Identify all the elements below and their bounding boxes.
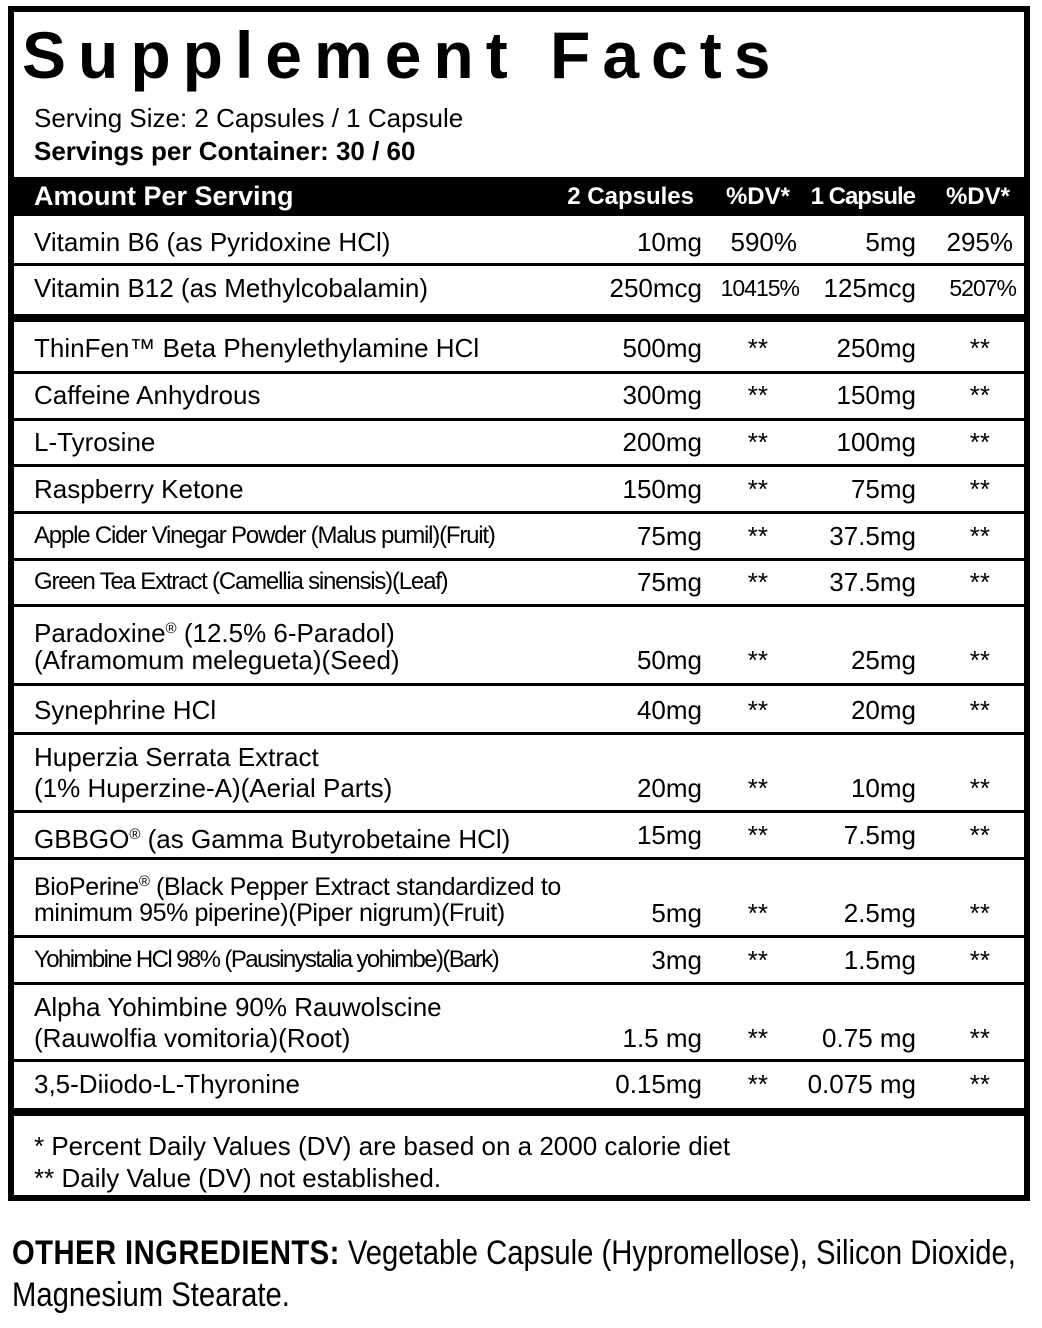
other-ingredients-label: OTHER INGREDIENTS: [12, 1234, 340, 1272]
dv-1-capsule: ** [969, 898, 990, 928]
header-dv-2-capsules: %DV* [725, 183, 790, 210]
table-row-vitamin-b12 [14, 273, 1030, 309]
dv-1-capsule: ** [969, 380, 990, 410]
amount-2-capsules: 200mg [622, 427, 702, 457]
amount-2-capsules: 250mcg [609, 273, 702, 303]
section-divider [14, 1108, 1030, 1116]
row-divider [14, 418, 1030, 421]
amount-1-capsule: 125mcg [823, 273, 916, 303]
amount-2-capsules: 3mg [651, 945, 702, 975]
dv-1-capsule: 295% [946, 227, 1013, 257]
ingredient-name: Vitamin B12 (as Methylcobalamin) [34, 273, 429, 303]
amount-1-capsule: 7.5mg [843, 820, 916, 850]
column-header-bar [14, 177, 1030, 216]
ingredient-name: Synephrine HCl [34, 695, 217, 725]
row-divider [14, 1059, 1030, 1062]
amount-1-capsule: 0.75 mg [822, 1023, 916, 1053]
table-row [14, 742, 1030, 808]
row-divider [14, 935, 1030, 938]
dv-2-capsules: 590% [730, 227, 797, 257]
dv-1-capsule: 5207% [949, 275, 1016, 301]
ingredient-name: Green Tea Extract (Camellia sinensis)(Leaf) [34, 568, 448, 595]
amount-1-capsule: 5mg [865, 227, 916, 257]
section-divider [14, 314, 1030, 322]
dv-2-capsules: ** [747, 427, 768, 457]
amount-2-capsules: 5mg [651, 898, 702, 928]
row-divider [14, 263, 1030, 266]
ingredient-name: Apple Cider Vinegar Powder (Malus pumil)(Fruit) [34, 522, 495, 549]
amount-2-capsules: 40mg [636, 695, 702, 725]
table-row [14, 867, 1030, 933]
other-ingredients [12, 1232, 1035, 1316]
row-divider [14, 683, 1030, 686]
amount-1-capsule: 75mg [850, 474, 916, 504]
amount-1-capsule: 150mg [836, 380, 916, 410]
amount-2-capsules: 150mg [622, 474, 702, 504]
amount-1-capsule: 37.5mg [829, 567, 916, 597]
registered-mark: ® [165, 620, 177, 637]
amount-2-capsules: 1.5 mg [622, 1023, 702, 1053]
amount-1-capsule: 1.5mg [843, 945, 916, 975]
ingredient-name-line2: (1% Huperzine-A)(Aerial Parts) [34, 773, 393, 803]
dv-1-capsule: ** [969, 945, 990, 975]
dv-2-capsules: ** [747, 1023, 768, 1053]
dv-1-capsule: ** [969, 521, 990, 551]
row-divider [14, 857, 1030, 860]
dv-2-capsules: ** [747, 645, 768, 675]
dv-1-capsule: ** [969, 820, 990, 850]
ingredient-name: Caffeine Anhydrous [34, 380, 261, 410]
servings-per-container: Servings per Container: 30 / 60 [34, 136, 416, 166]
amount-1-capsule: 20mg [850, 695, 916, 725]
other-ingredients-text: Vegetable Capsule (Hypromellose), Silicon Dioxide, Magnesium Stearate. [12, 1234, 1016, 1314]
table-row [14, 333, 1030, 369]
table-row [14, 695, 1030, 731]
ingredient-name-line2: (Aframomum melegueta)(Seed) [34, 645, 400, 675]
table-row-vitamin-b6 [14, 227, 1030, 263]
footnotes [34, 1130, 730, 1194]
ingredient-name-line1: Huperzia Serrata Extract [34, 742, 319, 772]
header-2-capsules: 2 Capsules [567, 183, 694, 210]
row-divider [14, 464, 1030, 467]
ingredient-name-part: BioPerine [34, 873, 139, 901]
row-divider [14, 558, 1030, 561]
dv-1-capsule: ** [969, 1023, 990, 1053]
ingredient-name-part: Paradoxine [34, 618, 166, 648]
amount-2-capsules: 300mg [622, 380, 702, 410]
amount-2-capsules: 10mg [636, 227, 702, 257]
amount-2-capsules: 75mg [636, 567, 702, 597]
dv-1-capsule: ** [969, 333, 990, 363]
ingredient-name: Vitamin B6 (as Pyridoxine HCl) [34, 227, 391, 257]
ingredient-name: L-Tyrosine [34, 427, 156, 457]
dv-2-capsules: ** [747, 695, 768, 725]
table-row [14, 567, 1030, 603]
amount-1-capsule: 10mg [850, 773, 916, 803]
ingredient-name-line1 [34, 614, 395, 648]
dv-2-capsules: ** [747, 474, 768, 504]
amount-1-capsule: 250mg [836, 333, 916, 363]
ingredient-name-part: GBBGO [34, 824, 130, 854]
amount-2-capsules: 0.15mg [615, 1069, 702, 1099]
dv-1-capsule: ** [969, 695, 990, 725]
footnote-dv-basis: * Percent Daily Values (DV) are based on a 2000 calorie diet [34, 1131, 731, 1161]
table-row [14, 427, 1030, 463]
row-divider [14, 511, 1030, 514]
amount-2-capsules: 500mg [622, 333, 702, 363]
table-row [14, 945, 1030, 981]
ingredient-name: Yohimbine HCl 98% (Pausinystalia yohimbe)(Bark) [34, 946, 499, 973]
dv-2-capsules: ** [747, 333, 768, 363]
dv-2-capsules: 10415% [720, 275, 799, 301]
ingredient-name-part: (as Gamma Butyrobetaine HCl) [140, 824, 511, 854]
amount-1-capsule: 25mg [850, 645, 916, 675]
amount-1-capsule: 37.5mg [829, 521, 916, 551]
row-divider [14, 604, 1030, 607]
dv-2-capsules: ** [747, 773, 768, 803]
dv-2-capsules: ** [747, 521, 768, 551]
amount-2-capsules: 75mg [636, 521, 702, 551]
amount-2-capsules: 50mg [636, 645, 702, 675]
amount-1-capsule: 0.075 mg [807, 1069, 916, 1099]
header-dv-1-capsule: %DV* [945, 183, 1010, 210]
registered-mark: ® [138, 873, 150, 890]
ingredient-name: Raspberry Ketone [34, 474, 244, 504]
amount-2-capsules: 20mg [636, 773, 702, 803]
panel-title: Supplement Facts [22, 18, 783, 92]
amount-1-capsule: 2.5mg [843, 898, 916, 928]
ingredient-name: ThinFen™ Beta Phenylethylamine HCl [34, 333, 480, 363]
header-amount-per-serving: Amount Per Serving [34, 181, 294, 211]
dv-1-capsule: ** [969, 773, 990, 803]
amount-2-capsules: 15mg [636, 820, 702, 850]
dv-2-capsules: ** [747, 1069, 768, 1099]
dv-1-capsule: ** [969, 474, 990, 504]
ingredient-name [34, 820, 510, 854]
dv-2-capsules: ** [747, 567, 768, 597]
ingredient-name-part: (12.5% 6-Paradol) [176, 618, 395, 648]
table-row [14, 474, 1030, 510]
ingredient-name-line2: minimum 95% piperine)(Piper nigrum)(Fruit) [34, 899, 505, 927]
dv-2-capsules: ** [747, 945, 768, 975]
table-row [14, 521, 1030, 557]
table-row [14, 992, 1030, 1058]
serving-size: Serving Size: 2 Capsules / 1 Capsule [34, 103, 464, 133]
dv-1-capsule: ** [969, 567, 990, 597]
registered-mark: ® [129, 826, 141, 843]
row-divider [14, 982, 1030, 985]
row-divider [14, 371, 1030, 374]
dv-2-capsules: ** [747, 380, 768, 410]
ingredient-name-line1: Alpha Yohimbine 90% Rauwolscine [34, 992, 442, 1022]
dv-2-capsules: ** [747, 820, 768, 850]
row-divider [14, 732, 1030, 735]
ingredient-name-part: (Black Pepper Extract standardized to [149, 873, 561, 901]
table-row [14, 820, 1030, 856]
amount-1-capsule: 100mg [836, 427, 916, 457]
row-divider [14, 810, 1030, 813]
ingredient-name-line2: (Rauwolfia vomitoria)(Root) [34, 1023, 351, 1053]
header-1-capsule: 1 Capsule [810, 183, 915, 210]
dv-2-capsules: ** [747, 898, 768, 928]
ingredient-name: 3,5-Diiodo-L-Thyronine [34, 1069, 300, 1099]
dv-1-capsule: ** [969, 645, 990, 675]
ingredient-name-line1 [34, 867, 561, 902]
dv-1-capsule: ** [969, 1069, 990, 1099]
table-row [14, 614, 1030, 680]
table-row [14, 380, 1030, 416]
table-row [14, 1069, 1030, 1105]
dv-1-capsule: ** [969, 427, 990, 457]
footnote-dv-not-established: ** Daily Value (DV) not established. [34, 1163, 442, 1193]
